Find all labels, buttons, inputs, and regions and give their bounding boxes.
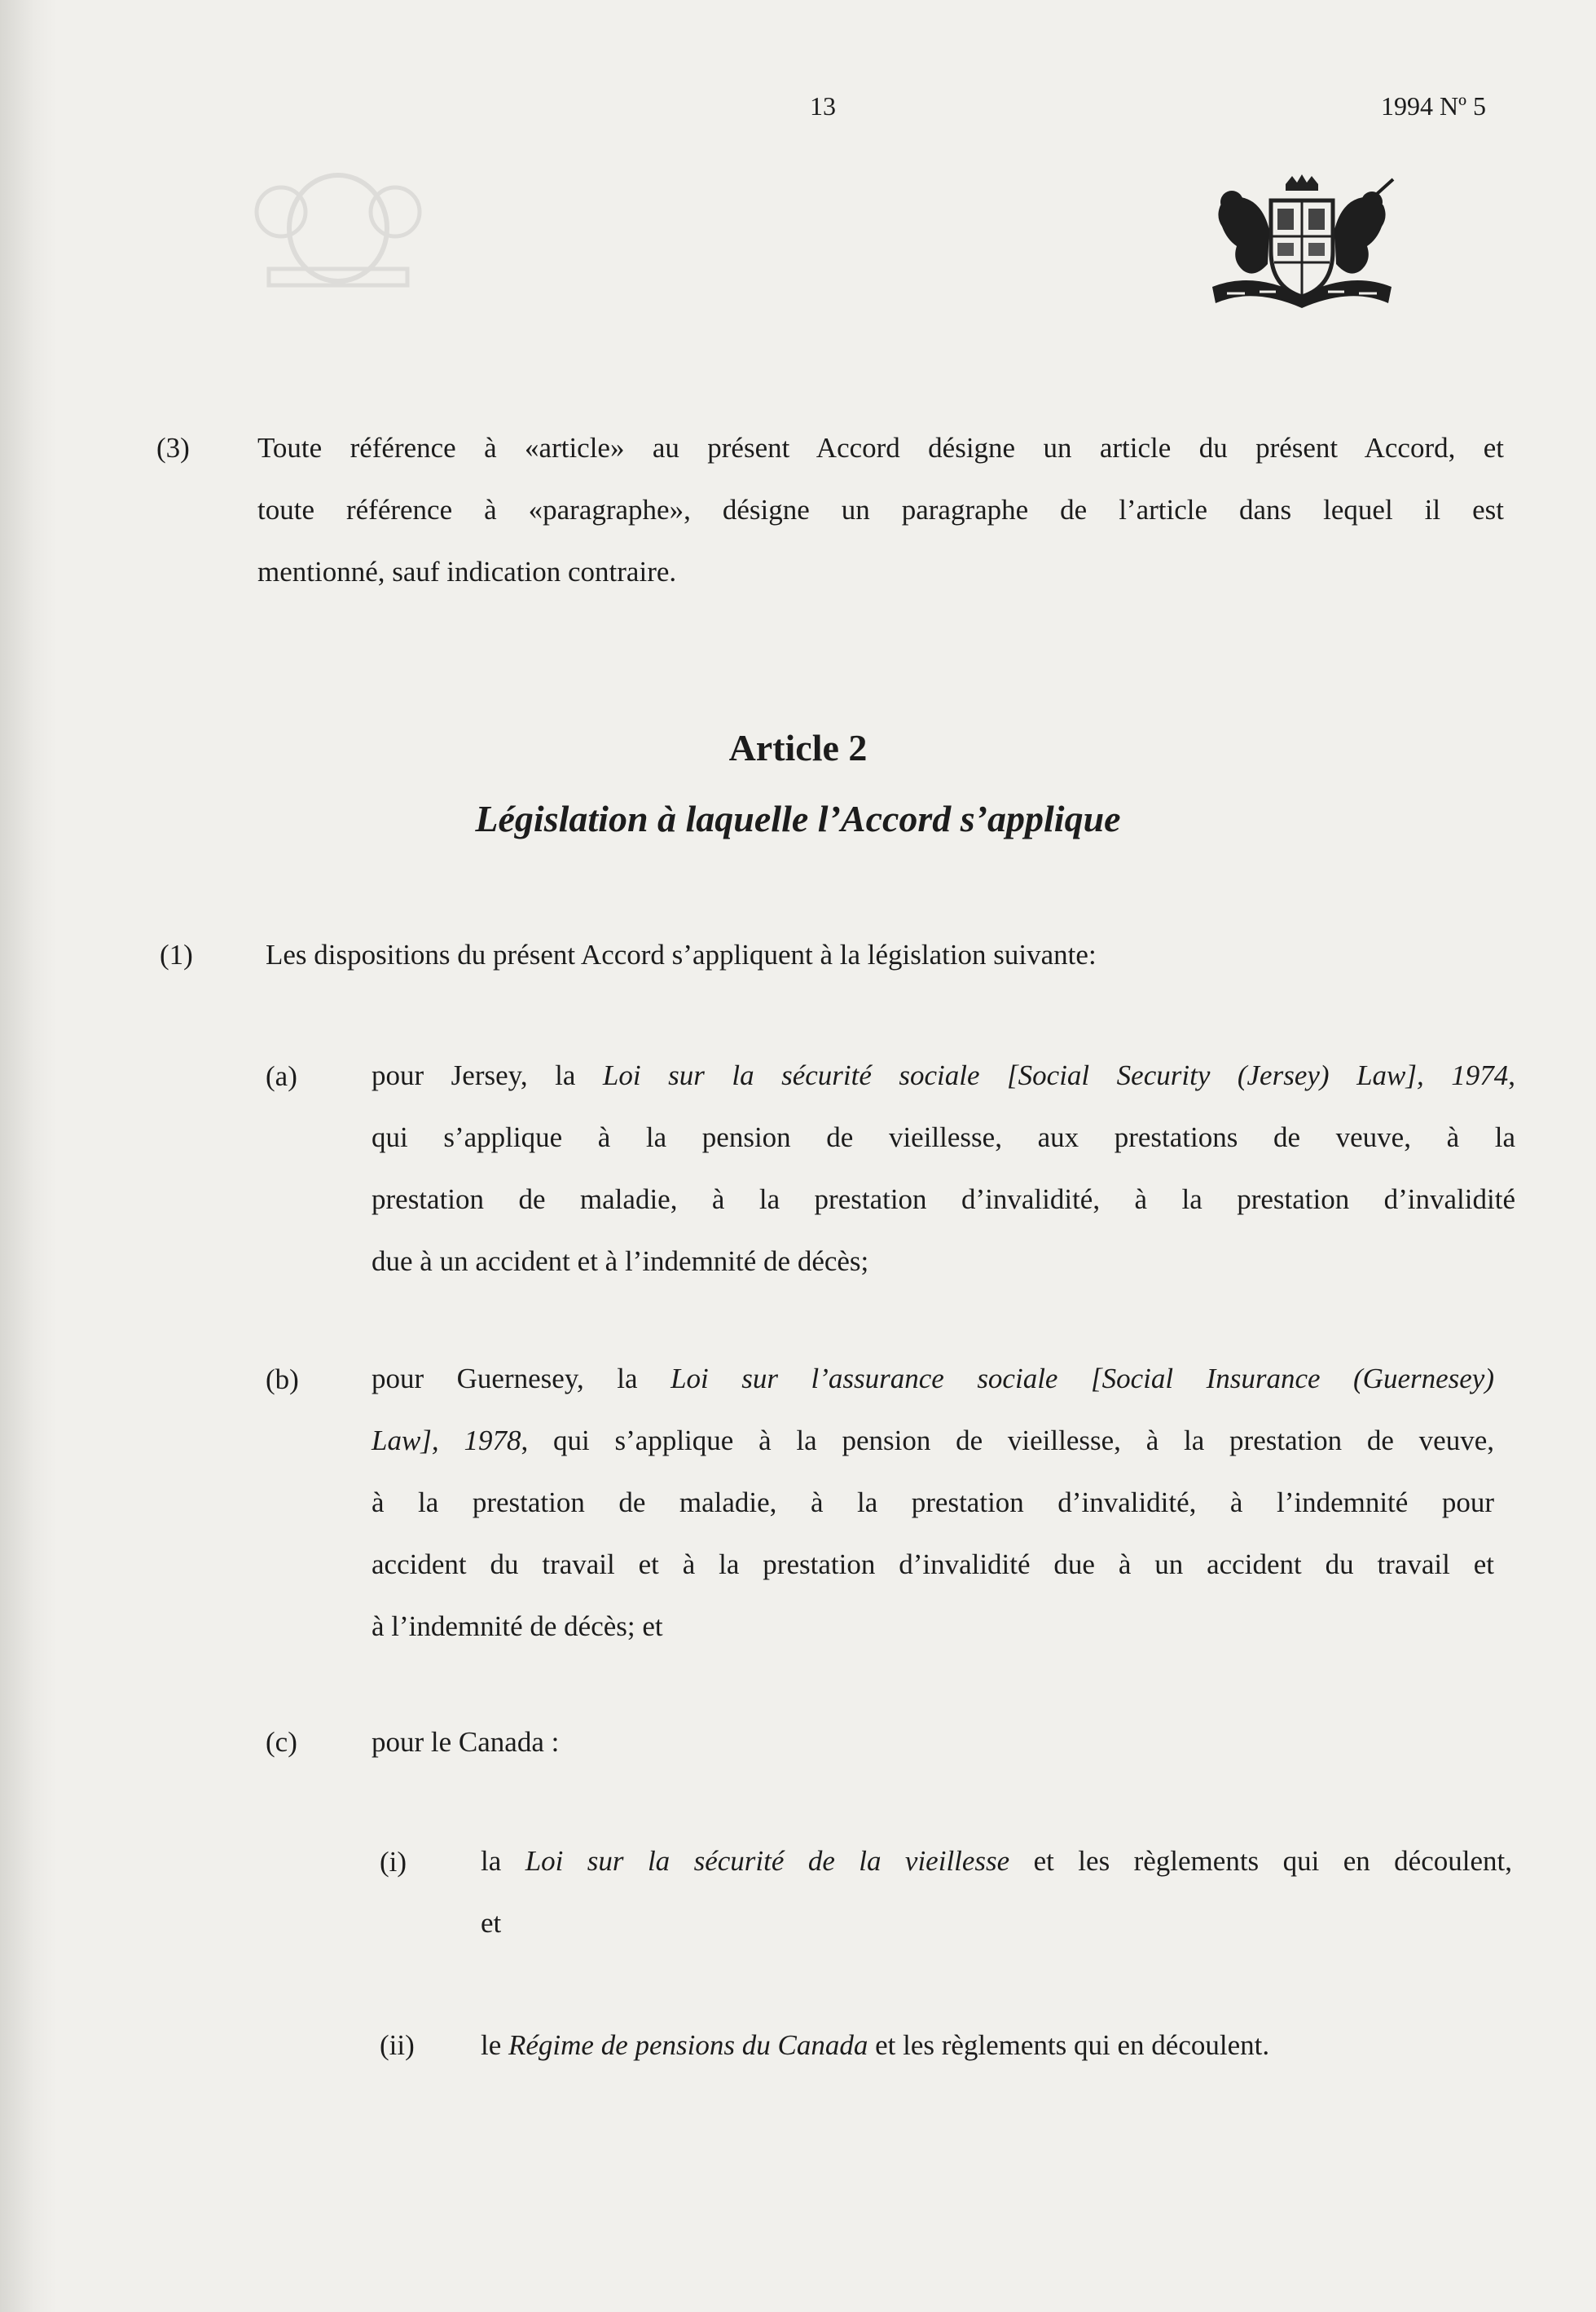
paragraph-3-text — [257, 417, 1504, 603]
guernsey-law-year: Law], 1978 — [372, 1425, 521, 1456]
item-a-line-4: due à un accident et à l’indemnité de décès; — [372, 1245, 869, 1277]
item-c-label: (c) — [266, 1726, 297, 1758]
item-b-line-5: à l’indemnité de décès; et — [372, 1610, 663, 1642]
item-a-text — [372, 1045, 1515, 1293]
page-binding-shadow — [0, 0, 57, 2312]
item-c-text: pour le Canada : — [372, 1726, 560, 1758]
item-b-text — [372, 1348, 1494, 1658]
item-b-line-3: à la prestation de maladie, à la prestation d’invalidité, à l’indemnité pour — [372, 1486, 1494, 1518]
show-through-crest-icon — [236, 155, 440, 293]
item-c-i-line-2: et — [481, 1907, 502, 1939]
item-c-ii-text: le Régime de pensions du Canada et les règlements qui en découlent. — [481, 2029, 1270, 2061]
paragraph-1-number: (1) — [160, 939, 193, 971]
jersey-law-title: Loi sur la sécurité sociale [Social Security (Jersey) Law], 1974 — [602, 1059, 1509, 1091]
article-title: Article 2 — [728, 727, 868, 768]
canada-pension-plan: Régime de pensions du Canada — [508, 2029, 868, 2061]
item-a-line-3: prestation de maladie, à la prestation d’invalidité, à la prestation d’invalidité — [372, 1183, 1515, 1215]
item-b-line-2: Law], 1978, qui s’applique à la pension de vieillesse, à la prestation de veuve, — [372, 1425, 1494, 1456]
paragraph-3-line-3: mentionné, sauf indication contraire. — [257, 556, 677, 588]
coat-of-arms-icon — [1204, 173, 1400, 310]
document-number: 1994 Nº 5 — [1381, 91, 1487, 121]
old-age-security-act: Loi sur la sécurité de la vieillesse — [525, 1845, 1010, 1877]
item-b-line-1: pour Guernesey, la Loi sur l’assurance sociale [Social Insurance (Guernesey) — [372, 1363, 1494, 1394]
guernsey-law-title: Loi sur l’assurance sociale [Social Insurance (Guernesey) — [670, 1363, 1494, 1394]
item-b-label: (b) — [266, 1363, 299, 1395]
item-c-i-label: (i) — [380, 1846, 407, 1878]
item-c-i-text — [481, 1830, 1512, 1954]
item-a-line-2: qui s’applique à la pension de vieillesse, aux prestations de veuve, à la — [372, 1121, 1515, 1153]
item-c-i-line-1: la Loi sur la sécurité de la vieillesse et les règlements qui en découlent, — [481, 1845, 1512, 1877]
paragraph-3-number: (3) — [156, 432, 190, 464]
item-b-line-4: accident du travail et à la prestation d’invalidité due à un accident du travail et — [372, 1548, 1494, 1580]
paragraph-1-text: Les dispositions du présent Accord s’appliquent à la législation suivante: — [266, 939, 1097, 971]
paragraph-3-line-1: Toute référence à «article» au présent Accord désigne un article du présent Accord, et — [257, 432, 1504, 464]
item-a-line-1: pour Jersey, la Loi sur la sécurité sociale [Social Security (Jersey) Law], 1974, — [372, 1059, 1516, 1091]
page-number: 13 — [810, 91, 836, 121]
article-subtitle: Législation à laquelle l’Accord s’applique — [475, 798, 1121, 839]
item-a-label: (a) — [266, 1060, 297, 1092]
paragraph-3-line-2: toute référence à «paragraphe», désigne un paragraphe de l’article dans lequel il est — [257, 494, 1504, 526]
item-c-ii-label: (ii) — [380, 2029, 415, 2061]
